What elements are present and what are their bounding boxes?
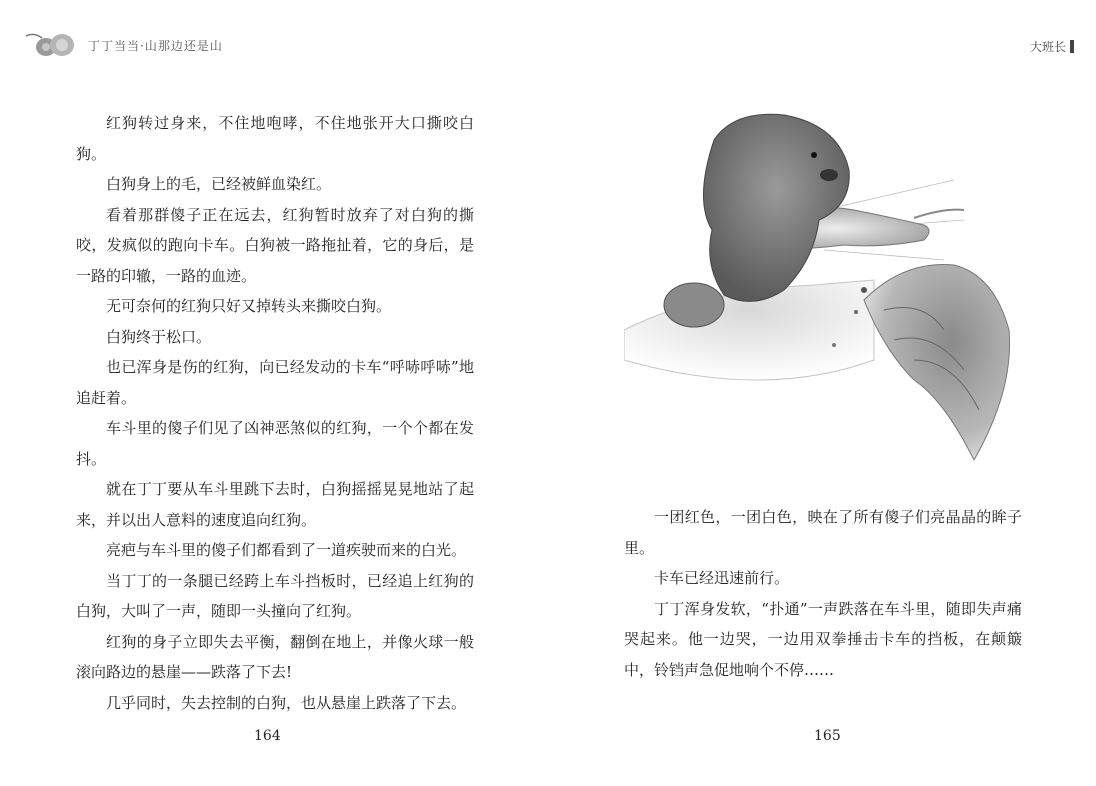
paragraph: 就在丁丁要从车斗里跳下去时，白狗摇摇晃晃地站了起来，并以出人意料的速度追向红狗。 [76,480,474,529]
paragraph: 白狗身上的毛，已经被鲜血染红。 [106,175,332,193]
dog-fall-illustration [624,100,1014,490]
paragraph: 丁丁浑身发软，“扑通”一声跌落在车斗里，随即失声痛哭起来。他一边哭，一边用双拳捶击卡车的挡板，在颠簸中，铃铛声急促地响个不停…… [624,599,1022,679]
paragraph: 卡车已经迅速前行。 [654,569,790,587]
paragraph: 红狗转过身来，不住地咆哮，不住地张开大口撕咬白狗。 [76,114,474,163]
paragraph: 几乎同时，失去控制的白狗，也从悬崖上跌落了下去。 [106,693,467,712]
page-number-right: 165 [814,728,841,744]
chapter-title: 大班长 [1029,40,1066,54]
header-right [1030,38,1074,55]
paragraph: 也已浑身是伤的红狗，向已经发动的卡车“呼哧呼哧”地追赶着。 [76,358,474,407]
paragraph: 亮疤与车斗里的傻子们都看到了一道疾驶而来的白光。 [106,541,467,559]
right-text-block [624,502,1022,685]
paragraph: 白狗终于松口。 [106,327,212,346]
left-text-block [76,108,474,718]
paragraph: 无可奈何的红狗只好又掉转头来撕咬白狗。 [106,297,392,315]
header-bar-icon [1070,40,1074,53]
paragraph: 当丁丁的一条腿已经跨上车斗挡板时，已经追上红狗的白狗，大叫了一声，随即一头撞向了红狗。 [76,571,474,620]
paragraph: 红狗的身子立即失去平衡，翻倒在地上，并像火球一般滚向路边的悬崖——跌落了下去! [76,632,474,681]
right-page [548,0,1096,786]
series-title: 丁丁当当·山那边还是山 [88,38,223,53]
paragraph: 车斗里的傻子们见了凶神恶煞似的红狗，一个个都在发抖。 [76,419,474,468]
header-left [24,30,223,60]
gourd-logo-icon [24,30,82,60]
paragraph: 一团红色，一团白色，映在了所有傻子们亮晶晶的眸子里。 [624,508,1022,557]
paragraph: 看着那群傻子正在远去，红狗暂时放弃了对白狗的撕咬，发疯似的跑向卡车。白狗被一路拖扯着，它的身后，是一路的印辙，一路的血迹。 [76,205,474,285]
page-number-left: 164 [254,728,281,744]
